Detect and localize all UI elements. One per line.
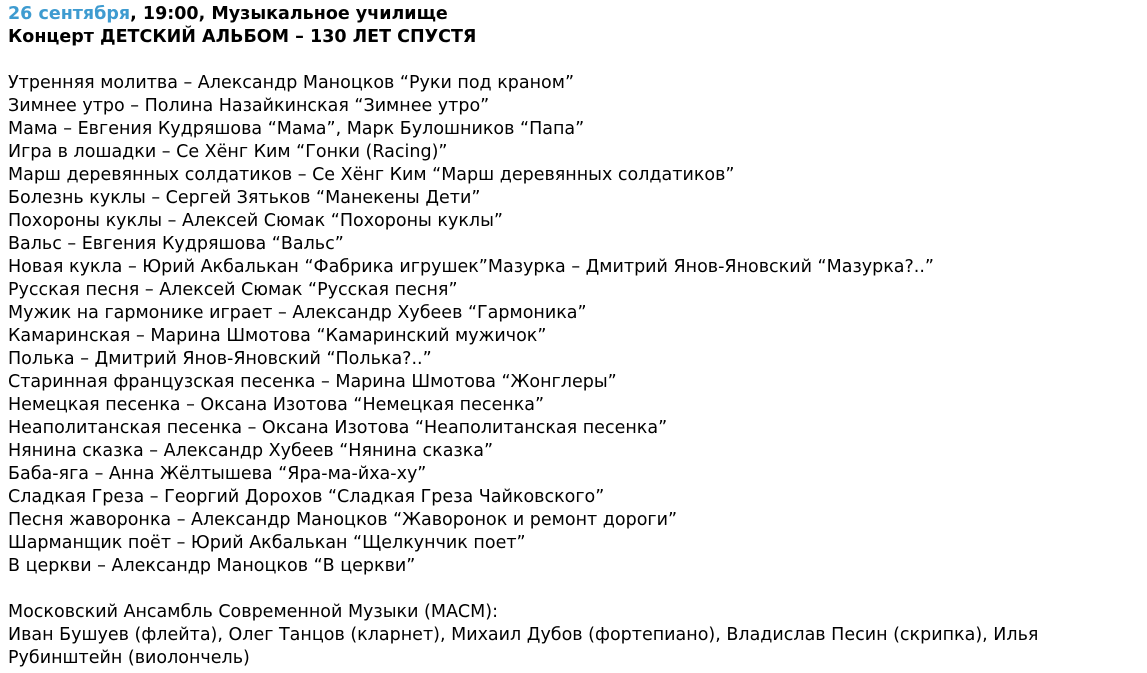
event-title: Концерт ДЕТСКИЙ АЛЬБОМ – 130 ЛЕТ СПУСТЯ bbox=[8, 27, 477, 47]
program-item: Полька – Дмитрий Янов-Яновский “Полька?..” bbox=[8, 349, 432, 369]
program-item: Зимнее утро – Полина Назайкинская “Зимнее утро” bbox=[8, 96, 490, 116]
program-item: Болезнь куклы – Сергей Зятьков “Манекены Дети” bbox=[8, 188, 481, 208]
program-item: Вальс – Евгения Кудряшова “Вальс” bbox=[8, 234, 344, 254]
program-item: Нянина сказка – Александр Хубеев “Нянина сказка” bbox=[8, 441, 494, 461]
program-item: Похороны куклы – Алексей Сюмак “Похороны куклы” bbox=[8, 211, 503, 231]
event-date: 26 сентября bbox=[8, 4, 131, 24]
program-list bbox=[8, 72, 1147, 578]
ensemble-members: Иван Бушуев (флейта), Олег Танцов (кларнет), Михаил Дубов (фортепиано), Владислав Песин (скрипка), Илья Рубинштейн (виолончель) bbox=[8, 625, 1039, 668]
program-item: Песня жаворонка – Александр Маноцков “Жаворонок и ремонт дороги” bbox=[8, 510, 678, 530]
program-item: Камаринская – Марина Шмотова “Камаринский мужичок” bbox=[8, 326, 547, 346]
program-item: Новая кукла – Юрий Акбалькан “Фабрика игрушек”Мазурка – Дмитрий Янов-Яновский “Мазурка?..” bbox=[8, 257, 934, 277]
program-item: Шарманщик поёт – Юрий Акбалькан “Щелкунчик поет” bbox=[8, 533, 526, 553]
program-item: Мама – Евгения Кудряшова “Мама”, Марк Булошников “Папа” bbox=[8, 119, 585, 139]
program-item: Неаполитанская песенка – Оксана Изотова “Неаполитанская песенка” bbox=[8, 418, 668, 438]
program-item: Немецкая песенка – Оксана Изотова “Немецкая песенка” bbox=[8, 395, 545, 415]
event-header bbox=[8, 3, 1147, 26]
event-details: , 19:00, Музыкальное училище bbox=[130, 4, 448, 24]
ensemble-name: Московский Ансамбль Современной Музыки (МАСМ): bbox=[8, 602, 498, 622]
program-item: Марш деревянных солдатиков – Се Хёнг Ким “Марш деревянных солдатиков” bbox=[8, 165, 735, 185]
program-item: Мужик на гармонике играет – Александр Хубеев “Гармоника” bbox=[8, 303, 587, 323]
program-item: В церкви – Александр Маноцков “В церкви” bbox=[8, 556, 416, 576]
ensemble-section bbox=[8, 601, 1147, 670]
program-item: Русская песня – Алексей Сюмак “Русская песня” bbox=[8, 280, 458, 300]
program-item: Игра в лошадки – Се Хёнг Ким “Гонки (Racing)” bbox=[8, 142, 448, 162]
program-item: Сладкая Греза – Георгий Дорохов “Сладкая Греза Чайковского” bbox=[8, 487, 605, 507]
program-item: Утренняя молитва – Александр Маноцков “Руки под краном” bbox=[8, 73, 575, 93]
program-item: Баба-яга – Анна Жёлтышева “Яра-ма-йха-ху” bbox=[8, 464, 427, 484]
program-item: Старинная французская песенка – Марина Шмотова “Жонглеры” bbox=[8, 372, 617, 392]
